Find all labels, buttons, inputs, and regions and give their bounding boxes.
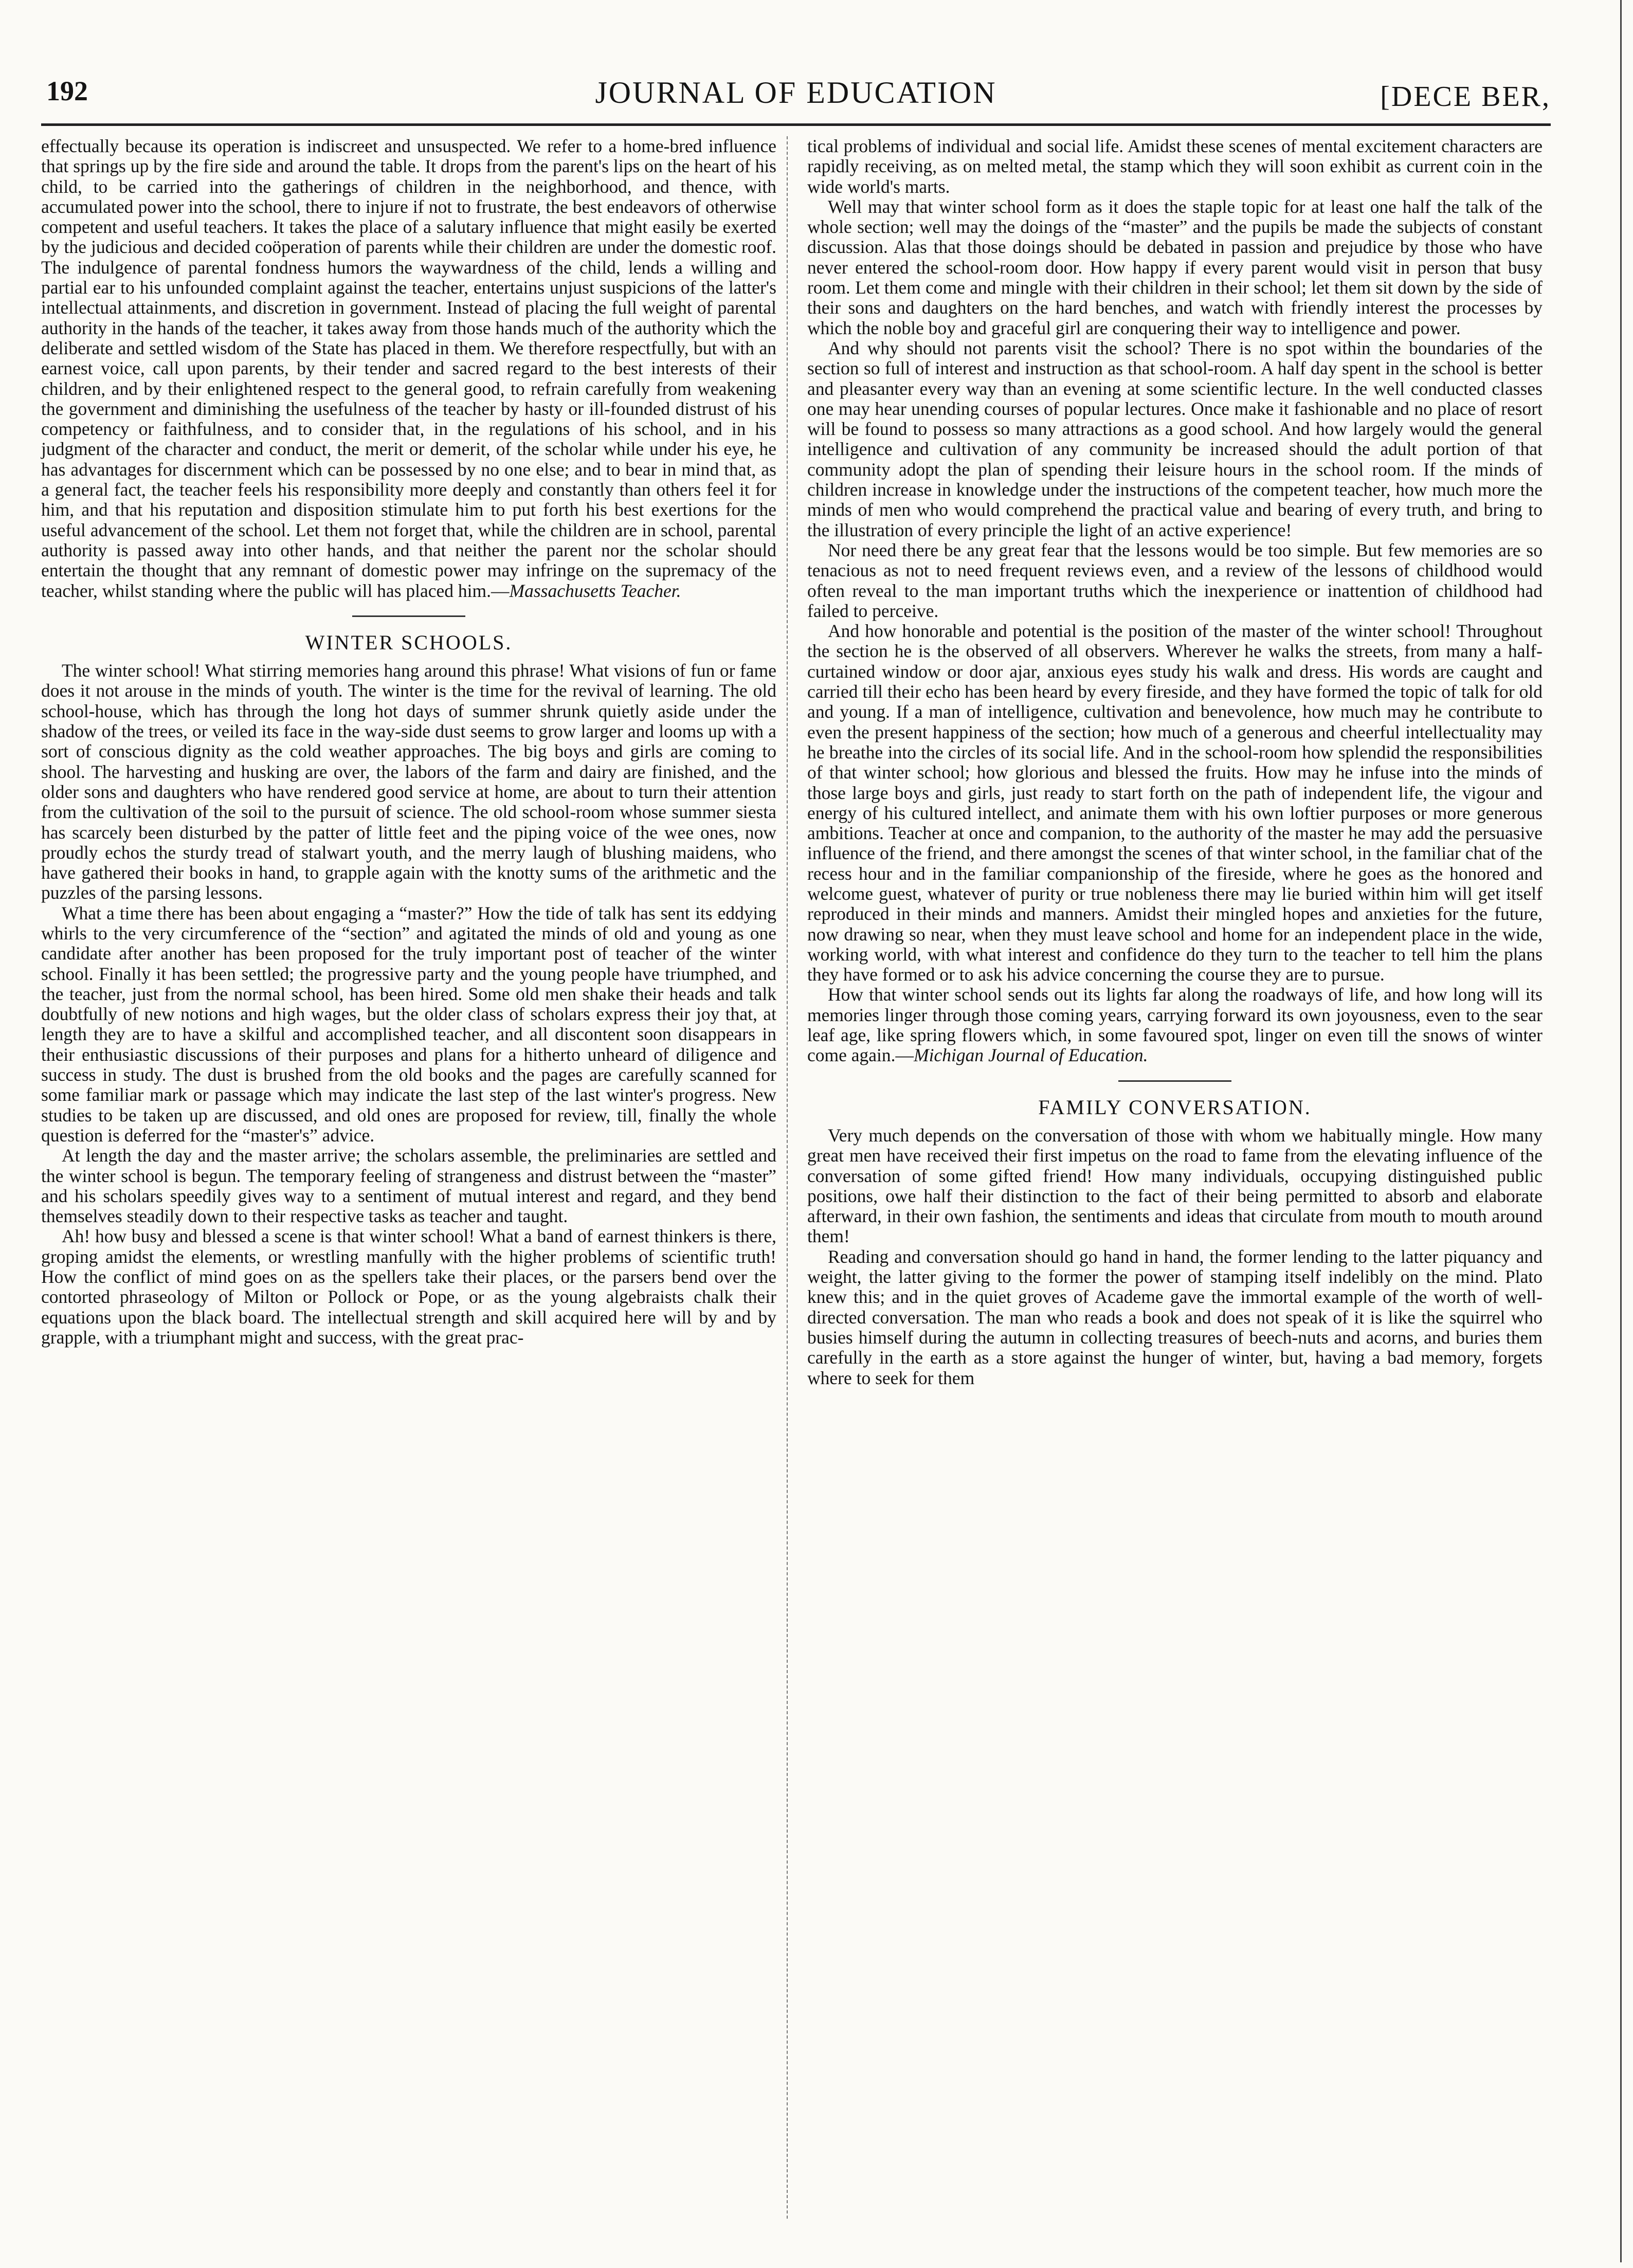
column-divider [787, 136, 788, 2219]
article-paragraph: At length the day and the master arrive; the scholars assemble, the preliminaries are settled and the winter school is begun. The temporary feeling of strangeness and distrust between the “master” and his scholars speedily gives way to a sentiment of mutual interest and regard, and they bend themselves steadily down to their respective tasks as teacher and taught. [41, 1145, 776, 1227]
article-paragraph: What a time there has been about engaging a “master?” How the tide of talk has sent its eddying whirls to the very circumference of the “section” and agitated the minds of old and young as one candidate after another has been proposed for the truly important post of teacher of the winter school. Finally it has been settled; the progressive party and the young people have triumphed, and the teacher, just from the normal school, has been hired. Some old men shake their heads and talk doubtfully of new notions and high wages, but the older class of scholars express their joy that, at length they are to have a skilful and accomplished teacher, and all discontent soon disappears in their enthusiastic discussions of their purposes and plans for a hitherto unheard of diligence and success in study. The dust is brushed from the old books and the pages are carefully scanned for some familiar mark or passage which may indicate the last step of the last winter's progress. New studies to be taken up are discussed, and old ones are proposed for review, till, finally the whole question is deferred for the “master's” advice. [41, 902, 776, 1146]
source-citation: Massachusetts Teacher. [509, 580, 681, 601]
running-date: [DECE BER, [1380, 81, 1551, 113]
article-title-family-conversation: FAMILY CONVERSATION. [1038, 1095, 1312, 1119]
article-paragraph: How that winter school sends out its lights far along the roadways of life, and how long will its memories linger through those coming years, carrying forward its own joyousness, even to the sear leaf age, like spring flowers which, in some favoured spot, linger on even till the snows of winter come again.—Michigan Journal of Education. [807, 984, 1543, 1066]
article-paragraph: Ah! how busy and blessed a scene is that winter school! What a band of earnest thinkers is there, groping amidst the elements, or wrestling manfully with the higher problems of scientific truth! How the conflict of mind goes on as the spellers take their places, or the parsers bend over the contorted phraseology of Milton or Pollock or Pope, or as the young algebraists chalk their equations upon the black board. The intellectual strength and skill acquired here will by and by grapple, with a triumphant might and success, with the great prac- [41, 1226, 776, 1348]
left-column [41, 136, 776, 1348]
article-paragraph: Well may that winter school form as it does the staple topic for at least one half the talk of the whole section; well may the doings of the “master” and the pupils be made the subjects of constant discussion. Alas that those doings should be debated in passion and prejudice by those who have never entered the school-room door. How happy if every parent would visit in person that busy room. Let them come and mingle with their children in their school; let them sit down by the side of their sons and daughters on the hard benches, and watch with friendly interest the processes by which the noble boy and graceful girl are conquering their way to intelligence and power. [807, 196, 1543, 338]
article-paragraph: And why should not parents visit the school? There is no spot within the boundaries of the section so full of interest and instruction as that school-room. A half day spent in the school is better and pleasanter every way than an evening at some scientific lecture. In the well conducted classes one may hear unending courses of popular lectures. Once make it fashionable and no place of resort will be found to possess so many attractions as a good school. And how largely would the general intelligence and cultivation of any community be increased should the adult portion of that community adopt the plan of spending their leisure hours in the school room. If the minds of children increase in knowledge under the instructions of the competent teacher, how much more the minds of men who would comprehend the practical value and bearing of every truth, and bring to the illustration of every principle the light of an active experience! [807, 337, 1543, 540]
article-paragraph: Reading and conversation should go hand in hand, the former lending to the latter piquancy and weight, the latter giving to the former the power of stamping itself indelibly on the mind. Plato knew this; and in the quiet groves of Academe gave the immortal example of the worth of well-directed conversation. The man who reads a book and does not speak of it is like the squirrel who busies himself during the autumn in collecting treasures of beech-nuts and acorns, and buries them carefully in the earth as a store against the hunger of winter, but, having a bad memory, forgets where to seek for them [807, 1246, 1543, 1388]
article-paragraph: Nor need there be any great fear that the lessons would be too simple. But few memories are so tenacious as not to need frequent reviews even, and a review of the lessons of childhood would often reveal to the man important truths which the inexperience or inattention of childhood had failed to perceive. [807, 539, 1543, 621]
page-number: 192 [46, 76, 88, 106]
page-header [41, 67, 1551, 129]
article-paragraph: And how honorable and potential is the position of the master of the winter school! Throughout the section he is the observed of all observers. Wherever he walks the streets, from many a half-curtained window or door ajar, anxious eyes study his walk and dress. His words are caught and carried till their echo has been heard by every fireside, and they have formed the topic of talk for old and young. If a man of intelligence, cultivation and benevolence, how much may he contribute to even the present happiness of the section; how much of a generous and cheerful intellectuality may he breathe into the circles of its social life. And in the school-room how splendid the responsibilities of that winter school; how glorious and blessed the fruits. How may he infuse into the minds of those large boys and girls, just ready to start forth on the path of independent life, the vigour and energy of his cultured intellect, and animate them with his own loftier purposes or more generous ambitions. Teacher at once and companion, to the authority of the master he may add the persuasive influence of the friend, and there amongst the scenes of that winter school, in the familiar chat of the recess hour and in the familiar companionship of the fireside, where he goes as the honored and welcome guest, whatever of purity or true nobleness there may lie buried within him will get itself reproduced in their minds and manners. Amidst their mingled hopes and anxieties for the future, now drawing so near, when they must leave school and home for an independent place in the wide, working world, with what interest and confidence do they turn to the teacher to tell him the plans they have formed or to ask his advice concerning the course they are to pursue. [807, 621, 1543, 985]
article-paragraph: Very much depends on the conversation of those with whom we habitually mingle. How many great men have received their first impetus on the road to fame from the elevating influence of the conversation of some gifted friend! How many individuals, occupying distinguished public positions, owe half their distinction to the fact of their being permitted to absorb and elaborate afterward, in their own fashion, the sentiments and ideas that circulate from mouth to mouth around them! [807, 1124, 1543, 1247]
continued-paragraph: effectually because its operation is indiscreet and unsuspected. We refer to a home-bred influence that springs up by the fire side and around the table. It drops from the parent's lips on the heart of his child, to be carried into the gatherings of children in the neighborhood, and thence, with accumulated power into the school, there to injure if not to frustrate, the best endeavors of otherwise competent and useful teachers. It takes the place of a salutary influence that might easily be exerted by the judicious and decided coöperation of parents while their children are under the domestic roof. The indulgence of parental fondness humors the waywardness of the child, lends a willing and partial ear to his unfounded complaint against the teacher, entertains unjust suspicions of the latter's intellectual attainments, and discretion in government. Instead of placing the full weight of parental authority in the hands of the teacher, it takes away from those hands much of the authority which the deliberate and settled wisdom of the State has placed in them. We therefore respectfully, but with an earnest voice, call upon parents, by their tender and sacred regard to the best interests of their children, and by their enlightened respect to the general good, to refrain carefully from weakening the government and diminishing the usefulness of the teacher by hasty or ill-founded distrust of his competency or faithfulness, and to consider that, in the regulations of his school, and in his judgment of the character and conduct, the merit or demerit, of the scholar while under his eye, he has advantages for discernment which can be possessed by no one else; and to bear in mind that, as a general fact, the teacher feels his responsibility more deeply and constantly than others feel it for him, and that his reputation and disposition stimulate him to put forth his best exertions for the useful advancement of the school. Let them not forget that, while the children are in school, parental authority is passed away into other hands, and that neither the parent nor the scholar should entertain the thought that any remnant of domestic power may infringe on the supremacy of the teacher, whilst standing where the public will has placed him.—Massachusetts Teacher. [41, 136, 776, 601]
right-column [807, 136, 1543, 1388]
header-rule [41, 123, 1551, 126]
page-edge-rule [1620, 0, 1622, 2262]
article-title-winter-schools: WINTER SCHOOLS. [305, 630, 513, 654]
running-title: JOURNAL OF EDUCATION [595, 76, 997, 110]
article-paragraph: The winter school! What stirring memories hang around this phrase! What visions of fun or fame does it not arouse in the minds of youth. The winter is the time for the revival of learning. The old school-house, which has through the long hot days of summer shrunk quietly aside under the shadow of the trees, or veiled its face in the way-side dust seems to grow larger and looms up with a sort of conscious dignity as the cold weather approaches. The big boys and girls are coming to shool. The harvesting and husking are over, the labors of the farm and dairy are finished, and the older sons and daughters who have rendered good service at home, are about to turn their attention from the cultivation of the soil to the pursuit of science. The old school-room whose summer siesta has scarcely been disturbed by the patter of little feet and the piping voice of the wee ones, now proudly echos the sturdy tread of stalwart youth, and the merry laugh of blushing maidens, who have gathered their books in hand, to grapple again with the knotty sums of the arithmetic and the puzzles of the parsing lessons. [41, 660, 776, 903]
source-citation: Michigan Journal of Education. [914, 1045, 1148, 1066]
article-paragraph: tical problems of individual and social life. Amidst these scenes of mental excitement characters are rapidly receiving, as on melted metal, the stamp which they will soon exhibit as current coin in the wide world's marts. [807, 136, 1543, 197]
section-rule [352, 615, 465, 617]
section-rule [1118, 1080, 1231, 1082]
